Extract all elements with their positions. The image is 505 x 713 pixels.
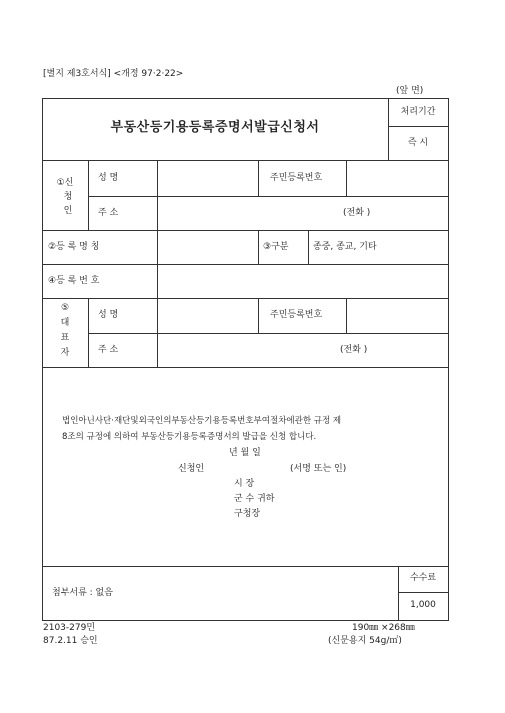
applicant-phone-label: (전화 ): [343, 208, 371, 218]
addressee-county-head: 군 수 귀하: [234, 494, 275, 504]
applicant-signature-label: 신청인: [178, 464, 205, 474]
representative-phone-label: (전화 ): [340, 345, 368, 355]
fee-label: 수수료: [409, 573, 437, 583]
registration-name-label: ②등 록 명 칭: [48, 242, 100, 252]
applicant-address-field[interactable]: [162, 208, 332, 220]
processing-period-label: 처리기간: [400, 107, 436, 117]
applicant-rrn-field[interactable]: [350, 173, 444, 185]
form-reference: [별지 제3호서식] <개정 97·2·22>: [43, 69, 184, 79]
paper-size: 190㎜ ×268㎜: [352, 623, 415, 633]
addressee-mayor: 시 장: [234, 479, 255, 489]
representative-address-label: 주 소: [98, 345, 119, 355]
representative-name-field[interactable]: [162, 310, 254, 322]
registration-name-field[interactable]: [162, 242, 254, 254]
attachments-label: 첨부서류 : 없음: [52, 588, 113, 598]
category-label: ③구분: [263, 242, 289, 252]
applicant-rrn-label: 주민등록번호: [270, 173, 323, 183]
category-options[interactable]: 종중, 종교, 기타: [313, 242, 377, 252]
paper-type: (신문용지 54g/㎡): [328, 636, 402, 646]
representative-address-field[interactable]: [162, 345, 332, 357]
date-line[interactable]: 년 월 일: [229, 448, 261, 458]
applicant-name-label: 성 명: [98, 173, 119, 183]
representative-rrn-field[interactable]: [350, 310, 444, 322]
signature-or-seal[interactable]: (서명 또는 인): [290, 464, 347, 474]
representative-rrn-label: 주민등록번호: [270, 310, 323, 320]
form-code: 2103-279민: [43, 623, 96, 633]
statement-line-1: 법인아닌사단·재단및외국인의부동산등기용등록번호부여절차에관한 규정 제: [62, 416, 342, 426]
registration-number-field[interactable]: [162, 276, 442, 288]
fee-value: 1,000: [410, 600, 436, 610]
statement-line-2: 8조의 규정에 의하여 부동산등기용등록증명서의 발급을 신청 합니다.: [62, 432, 317, 442]
applicant-name-field[interactable]: [162, 173, 254, 185]
form-title: 부동산등기용등록증명서발급신청서: [110, 120, 320, 135]
side-label: (앞 면): [396, 86, 424, 96]
addressee-district-head: 구청장: [234, 509, 261, 519]
representative-name-label: 성 명: [98, 310, 119, 320]
processing-period-value: 즉 시: [407, 138, 429, 148]
approval-date: 87.2.11 승인: [43, 636, 98, 646]
registration-number-label: ④등 록 번 호: [48, 276, 100, 286]
applicant-address-label: 주 소: [98, 208, 119, 218]
